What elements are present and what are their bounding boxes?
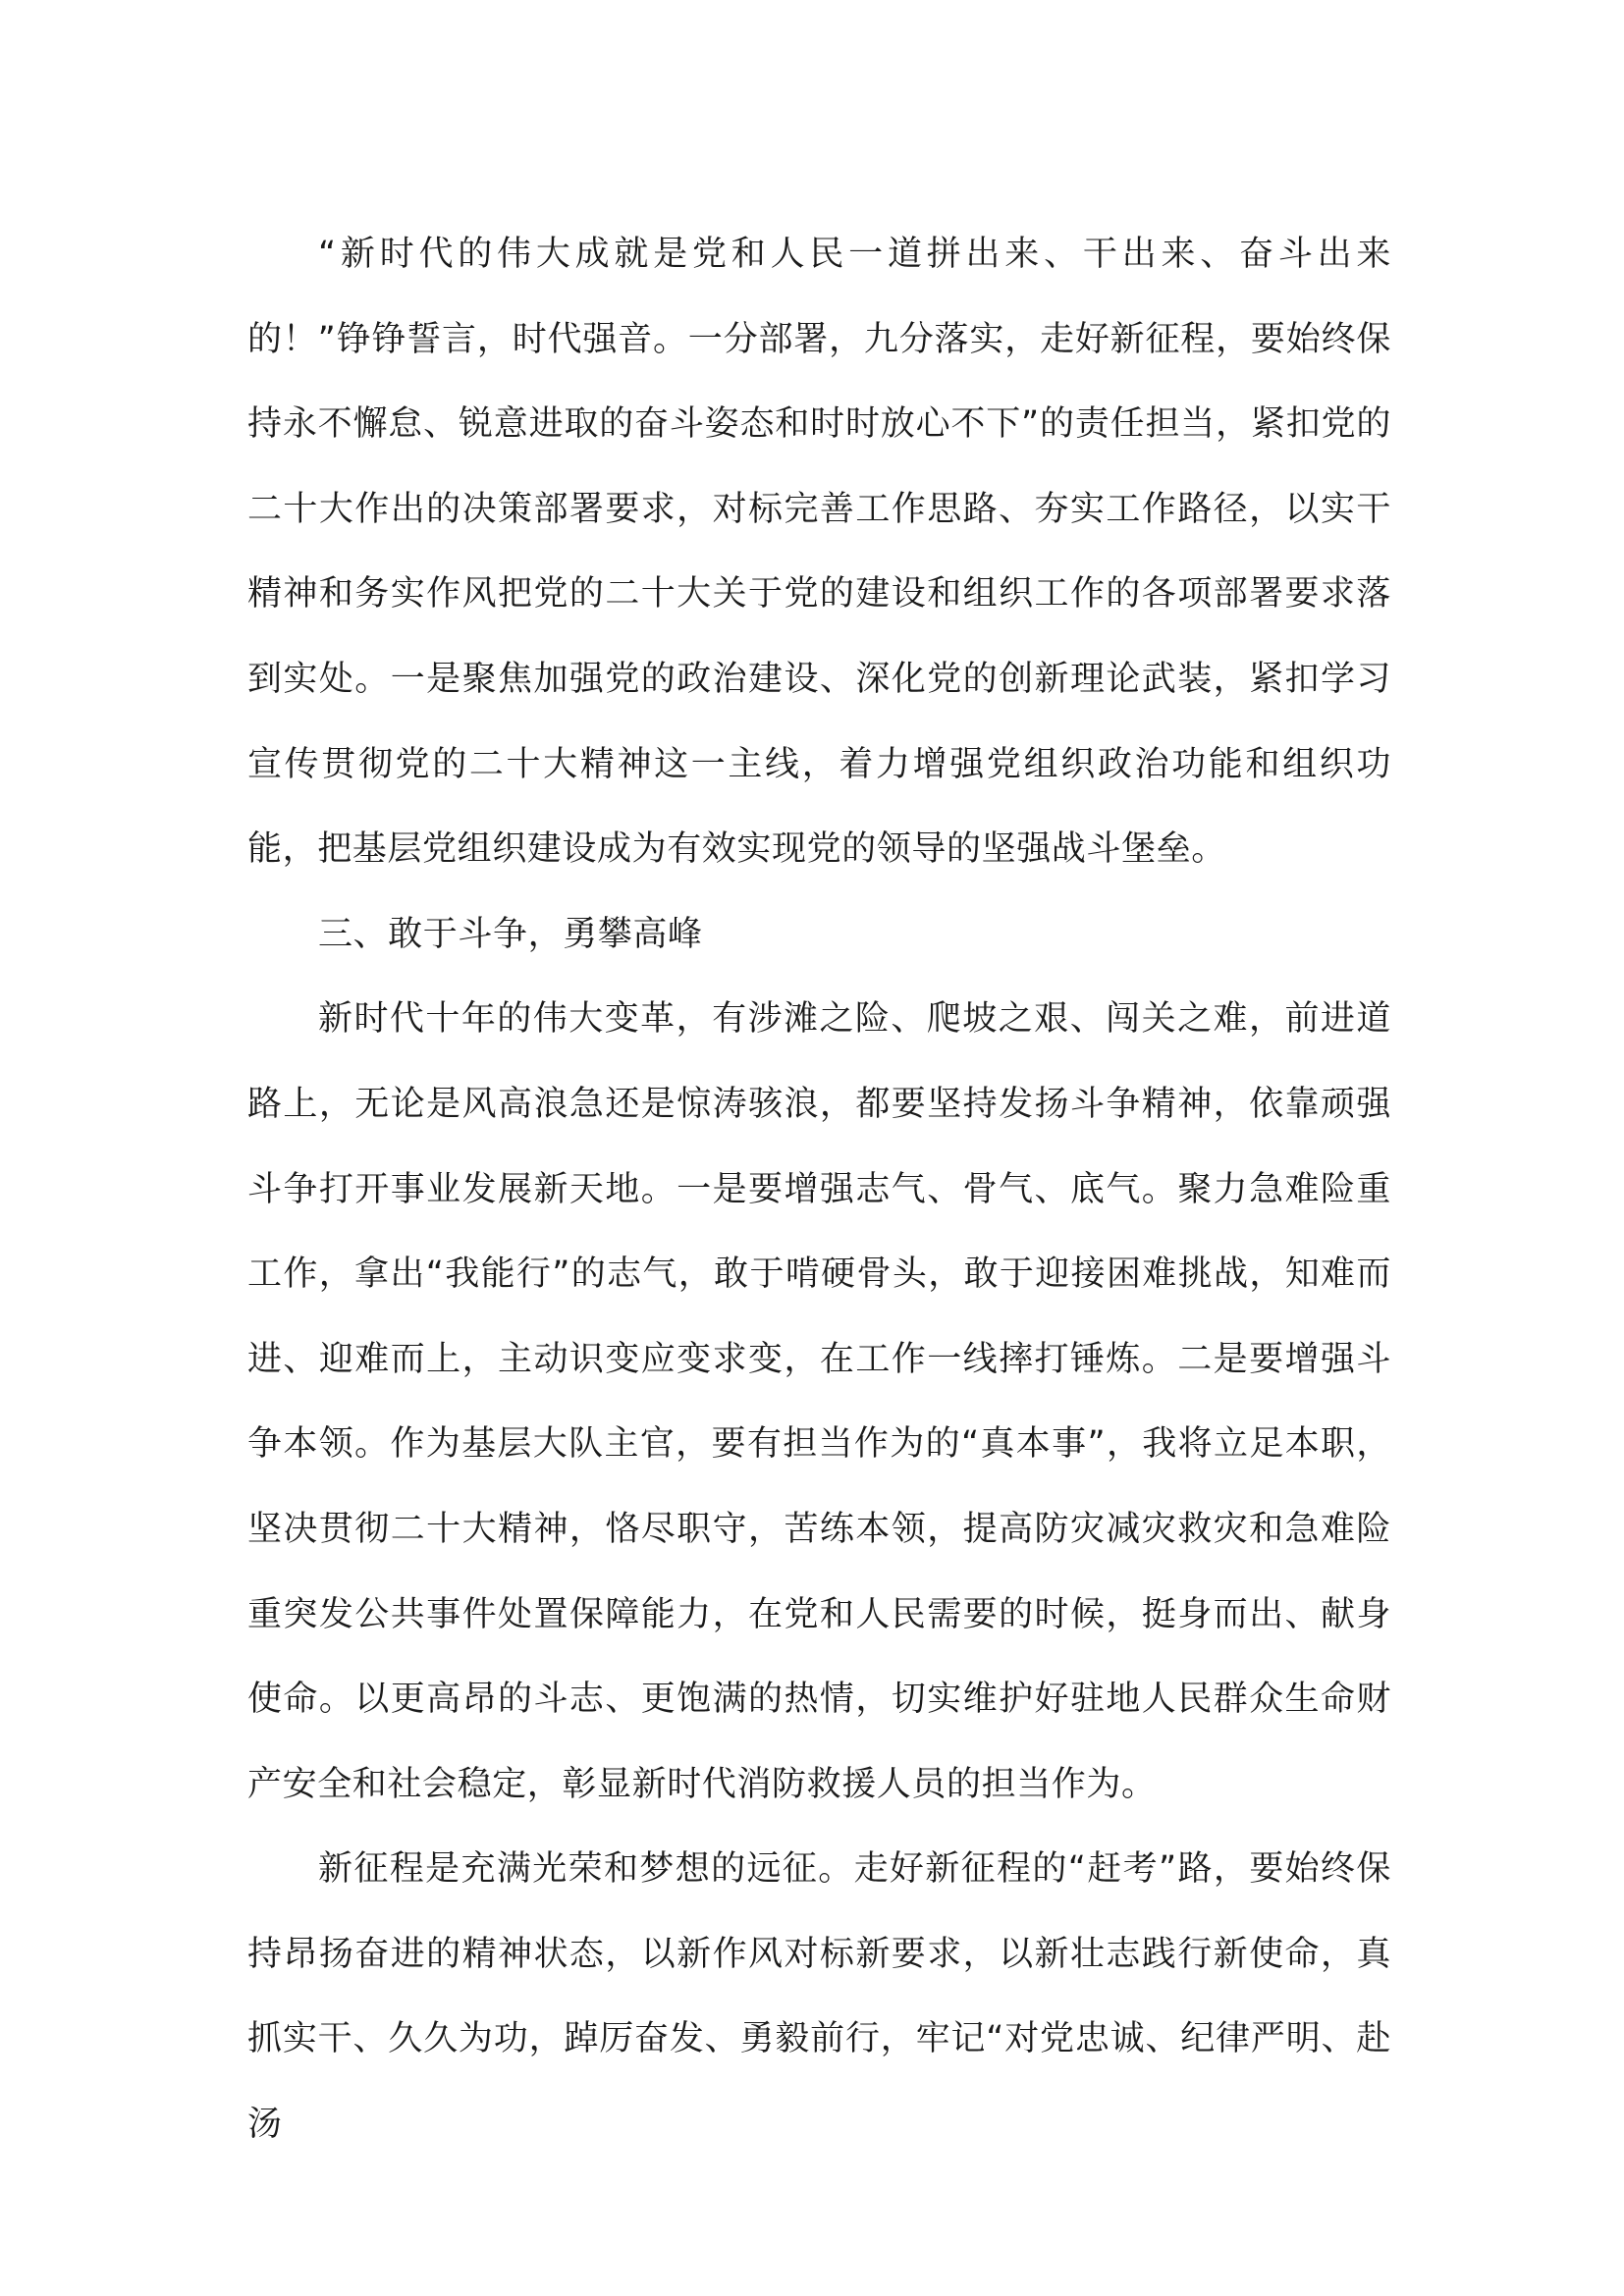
document-body bbox=[247, 212, 1391, 2167]
paragraph-1: “新时代的伟大成就是党和人民一道拼出来、干出来、奋斗出来的！”铮铮誓言，时代强音。一分部署，九分落实，走好新征程，要始终保持永不懈怠、锐意进取的奋斗姿态和时时放心不下”的责任担当，紧扣党的二十大作出的决策部署要求，对标完善工作思路、夯实工作路径，以实干精神和务实作风把党的二十大关于党的建设和组织工作的各项部署要求落到实处。一是聚焦加强党的政治建设、深化党的创新理论武装，紧扣学习宣传贯彻党的二十大精神这一主线，着力增强党组织政治功能和组织功能，把基层党组织建设成为有效实现党的领导的坚强战斗堡垒。 bbox=[247, 235, 1391, 870]
paragraph-3: 新征程是充满光荣和梦想的远征。走好新征程的“赶考”路，要始终保持昂扬奋进的精神状态，以新作风对标新要求，以新壮志践行新使命，真抓实干、久久为功，踔厉奋发、勇毅前行，牢记“对党忠诚、纪律严明、赴汤 bbox=[247, 1849, 1391, 2145]
paragraph-2: 新时代十年的伟大变革，有涉滩之险、爬坡之艰、闯关之难，前进道路上，无论是风高浪急还是惊涛骇浪，都要坚持发扬斗争精神，依靠顽强斗争打开事业发展新天地。一是要增强志气、骨气、底气。聚力急难险重工作，拿出“我能行”的志气，敢于啃硬骨头，敢于迎接困难挑战，知难而进、迎难而上，主动识变应变求变，在工作一线摔打锤炼。二是要增强斗争本领。作为基层大队主官，要有担当作为的“真本事”，我将立足本职，坚决贯彻二十大精神，恪尽职守，苦练本领，提高防灾减灾救灾和急难险重突发公共事件处置保障能力，在党和人民需要的时候，挺身而出、献身使命。以更高昂的斗志、更饱满的热情，切实维护好驻地人民群众生命财产安全和社会稳定，彰显新时代消防救援人员的担当作为。 bbox=[247, 999, 1391, 1804]
section-heading: 三、敢于斗争，勇攀高峰 bbox=[318, 914, 703, 954]
